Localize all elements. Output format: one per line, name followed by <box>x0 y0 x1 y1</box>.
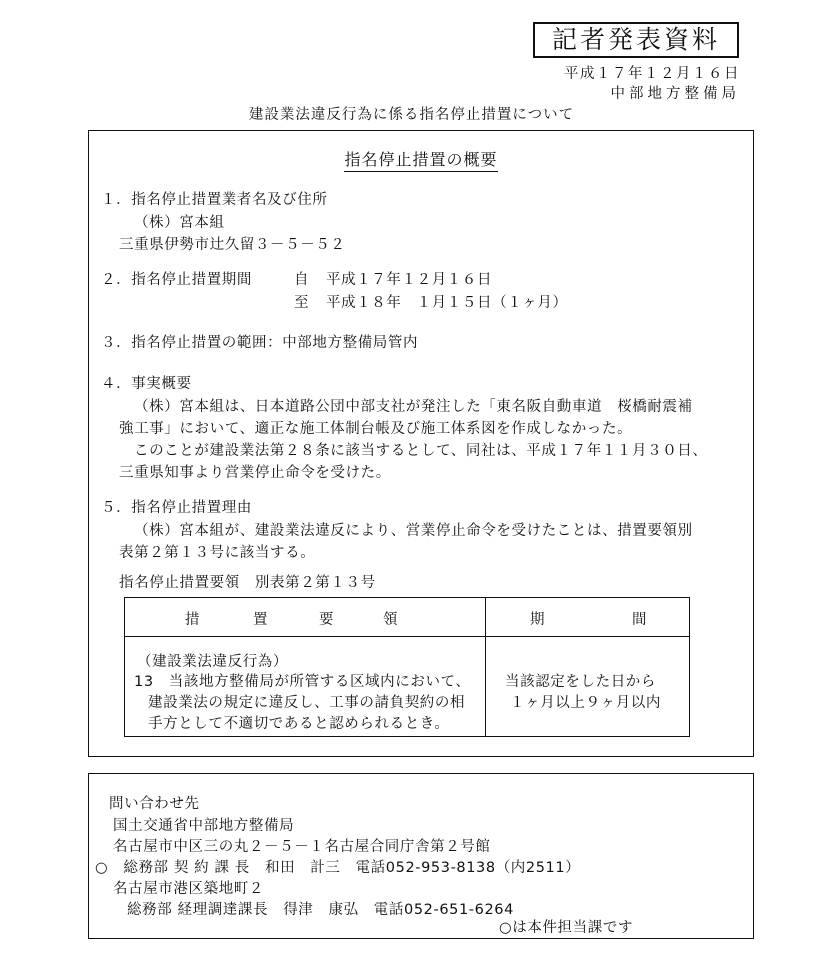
document-title: 建設業法違反行為に係る指名停止措置について <box>248 107 575 123</box>
summary-heading: 指名停止措置の概要 <box>89 147 753 170</box>
contact-person-2: 総務部 経理調達課長 得津 康弘 電話052-651-6264 <box>127 902 514 918</box>
reason-line-2: 表第２第１３号に該当する。 <box>119 545 316 561</box>
facts-line-1: （株）宮本組は、日本道路公団中部支社が発注した「東名阪自動車道 桜橋耐震補 <box>134 399 693 415</box>
contact-box <box>88 773 754 939</box>
press-release-label: 記者発表資料 <box>533 22 739 58</box>
table-caption: 指名停止措置要領 別表第２第１３号 <box>119 575 376 591</box>
period-from-date: 平成１７年１２月１６日 <box>326 272 493 288</box>
header-measure-char-4: 領 <box>383 612 398 628</box>
header-measure-char-1: 措 <box>185 612 200 628</box>
period-to-date: 平成１８年 １月１５日（１ヶ月） <box>326 295 568 311</box>
company-address: 三重県伊勢市辻久留３－５－５２ <box>119 237 346 253</box>
criteria-category: （建設業法違反行為） <box>137 654 288 670</box>
criteria-table <box>124 597 690 737</box>
facts-line-2: 強工事」において、適正な施工体制台帳及び施工体系図を作成しなかった。 <box>119 421 633 437</box>
header-measure-char-3: 要 <box>319 612 334 628</box>
section5-heading: ５．指名停止措置理由 <box>101 500 252 516</box>
criteria-line-1: 13 当該地方整備局が所管する区域内において、 <box>134 674 471 690</box>
contact-organization: 国土交通省中部地方整備局 <box>113 818 295 834</box>
period-to-label: 至 <box>294 295 310 311</box>
period-line-1: 当該認定をした日から <box>505 674 656 690</box>
contact-note: ○は本件担当課です <box>499 920 634 936</box>
reason-line-1: （株）宮本組が、建設業法違反により、営業停止命令を受けたことは、措置要領別 <box>134 523 693 539</box>
header-period-char-2: 間 <box>632 612 647 628</box>
period-from-label: 自 <box>294 272 310 288</box>
section3-heading: ３．指名停止措置の範囲：中部地方整備局管内 <box>101 335 419 351</box>
contact-address-2: 名古屋市港区築地町２ <box>113 881 264 897</box>
facts-line-3: このことが建設業法第２８条に該当するとして、同社は、平成１７年１１月３０日、 <box>134 443 708 459</box>
facts-line-4: 三重県知事より営業停止命令を受けた。 <box>119 465 391 481</box>
contact-address-1: 名古屋市中区三の丸２－５－１名古屋合同庁舎第２号館 <box>113 839 491 855</box>
table-header-divider <box>125 636 689 637</box>
issuing-bureau: 中部地方整備局 <box>610 86 740 102</box>
period-line-2: １ヶ月以上９ヶ月以内 <box>510 695 661 711</box>
contact-person-1: ○ 総務部 契 約 課 長 和田 計三 電話052-953-8138（内2511） <box>95 860 581 876</box>
table-column-divider <box>485 598 486 736</box>
header-period-char-1: 期 <box>530 612 545 628</box>
company-name: （株）宮本組 <box>134 215 225 231</box>
header-measure-char-2: 置 <box>253 612 268 628</box>
criteria-line-3: 手方として不適切であると認められるとき。 <box>148 716 450 732</box>
section1-heading: １．指名停止措置業者名及び住所 <box>101 192 328 208</box>
section2-heading: ２．指名停止措置期間 <box>101 272 252 288</box>
release-date: 平成１７年１２月１６日 <box>564 66 740 82</box>
criteria-line-2: 建設業法の規定に違反し、工事の請負契約の相 <box>148 695 466 711</box>
section4-heading: ４．事実概要 <box>101 376 192 392</box>
contact-heading: 問い合わせ先 <box>109 796 200 812</box>
